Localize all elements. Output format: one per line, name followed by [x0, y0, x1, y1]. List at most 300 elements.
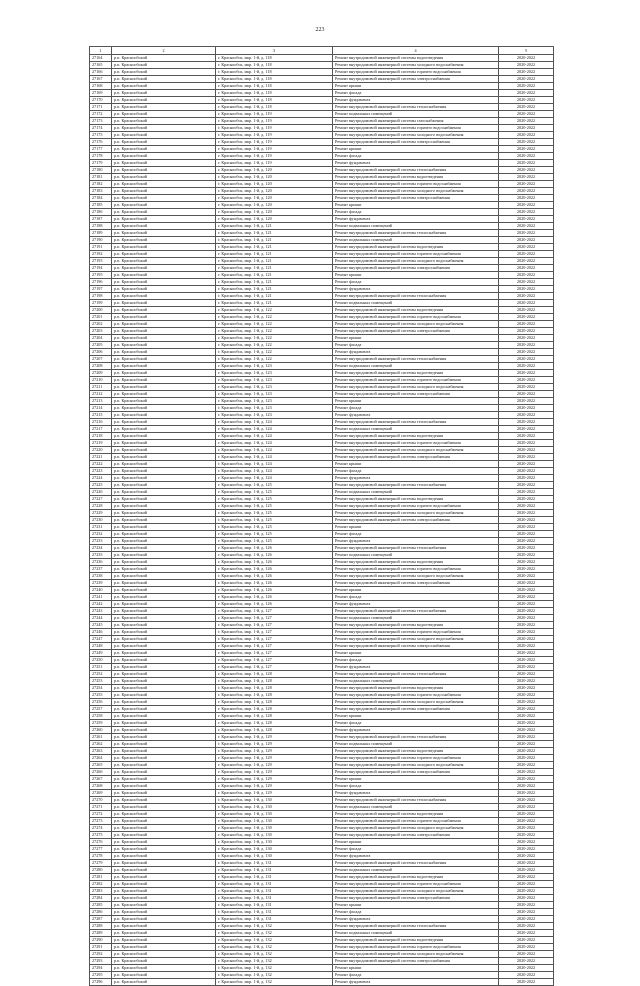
work-type-cell: Ремонт внутридомовой инженерной системы холодного водоснабжения	[333, 62, 499, 69]
municipality-cell: р.п. Краснообский	[112, 293, 216, 300]
municipality-cell: р.п. Краснообский	[112, 699, 216, 706]
municipality-cell: р.п. Краснообский	[112, 146, 216, 153]
municipality-cell: р.п. Краснообский	[112, 223, 216, 230]
period-cell: 2020-2022	[499, 909, 554, 916]
row-number-cell: 27208	[90, 363, 112, 370]
work-type-cell: Ремонт внутридомовой инженерной системы холодного водоснабжения	[333, 258, 499, 265]
work-type-cell: Ремонт внутридомовой инженерной системы теплоснабжения	[333, 608, 499, 615]
table-row	[90, 370, 554, 377]
municipality-cell: р.п. Краснообский	[112, 853, 216, 860]
period-cell: 2020-2022	[499, 440, 554, 447]
period-cell: 2020-2022	[499, 559, 554, 566]
address-cell: г. Краснообск, мкр. 1-й, д. 121	[216, 223, 333, 230]
table-row	[90, 699, 554, 706]
address-cell: г. Краснообск, мкр. 1-й, д. 124	[216, 419, 333, 426]
table-row	[90, 706, 554, 713]
municipality-cell: р.п. Краснообский	[112, 538, 216, 545]
period-cell: 2020-2022	[499, 447, 554, 454]
table-row	[90, 895, 554, 902]
municipality-cell: р.п. Краснообский	[112, 860, 216, 867]
work-type-cell: Ремонт крыши	[333, 839, 499, 846]
table-row	[90, 909, 554, 916]
address-cell: г. Краснообск, мкр. 1-й, д. 125	[216, 489, 333, 496]
table-row	[90, 125, 554, 132]
work-type-cell: Ремонт фундамента	[333, 160, 499, 167]
table-row	[90, 272, 554, 279]
address-cell: г. Краснообск, мкр. 1-й, д. 121	[216, 272, 333, 279]
municipality-cell: р.п. Краснообский	[112, 111, 216, 118]
period-cell: 2020-2022	[499, 895, 554, 902]
municipality-cell: р.п. Краснообский	[112, 265, 216, 272]
table-row	[90, 433, 554, 440]
table-row	[90, 608, 554, 615]
municipality-cell: р.п. Краснообский	[112, 825, 216, 832]
address-cell: г. Краснообск, мкр. 1-й, д. 121	[216, 286, 333, 293]
table-row	[90, 503, 554, 510]
table-row	[90, 230, 554, 237]
work-type-cell: Ремонт внутридомовой инженерной системы водоотведения	[333, 559, 499, 566]
address-cell: г. Краснообск, мкр. 1-й, д. 132	[216, 923, 333, 930]
work-type-cell: Ремонт фундамента	[333, 538, 499, 545]
row-number-cell: 27210	[90, 377, 112, 384]
municipality-cell: р.п. Краснообский	[112, 321, 216, 328]
period-cell: 2020-2022	[499, 118, 554, 125]
work-type-cell: Ремонт крыши	[333, 202, 499, 209]
table-row	[90, 300, 554, 307]
municipality-cell: р.п. Краснообский	[112, 769, 216, 776]
municipality-cell: р.п. Краснообский	[112, 90, 216, 97]
table-row	[90, 643, 554, 650]
work-type-cell: Ремонт подвальных помещений	[333, 111, 499, 118]
period-cell: 2020-2022	[499, 650, 554, 657]
table-row	[90, 762, 554, 769]
work-type-cell: Ремонт внутридомовой инженерной системы теплоснабжения	[333, 671, 499, 678]
row-number-cell: 27188	[90, 223, 112, 230]
period-cell: 2020-2022	[499, 356, 554, 363]
work-type-cell: Ремонт внутридомовой инженерной системы холодного водоснабжения	[333, 825, 499, 832]
municipality-cell: р.п. Краснообский	[112, 643, 216, 650]
municipality-cell: р.п. Краснообский	[112, 965, 216, 972]
row-number-cell: 27215	[90, 412, 112, 419]
row-number-cell: 27229	[90, 510, 112, 517]
address-cell: г. Краснообск, мкр. 1-й, д. 123	[216, 370, 333, 377]
address-cell: г. Краснообск, мкр. 1-й, д. 123	[216, 384, 333, 391]
address-cell: г. Краснообск, мкр. 1-й, д. 132	[216, 958, 333, 965]
period-cell: 2020-2022	[499, 153, 554, 160]
table-row	[90, 860, 554, 867]
period-cell: 2020-2022	[499, 762, 554, 769]
work-type-cell: Ремонт крыши	[333, 902, 499, 909]
row-number-cell: 27292	[90, 951, 112, 958]
period-cell: 2020-2022	[499, 398, 554, 405]
table-row	[90, 734, 554, 741]
municipality-cell: р.п. Краснообский	[112, 69, 216, 76]
municipality-cell: р.п. Краснообский	[112, 335, 216, 342]
address-cell: г. Краснообск, мкр. 1-й, д. 120	[216, 195, 333, 202]
municipality-cell: р.п. Краснообский	[112, 489, 216, 496]
municipality-cell: р.п. Краснообский	[112, 951, 216, 958]
address-cell: г. Краснообск, мкр. 1-й, д. 120	[216, 209, 333, 216]
row-number-cell: 27217	[90, 426, 112, 433]
row-number-cell: 27238	[90, 573, 112, 580]
work-type-cell: Ремонт внутридомовой инженерной системы холодного водоснабжения	[333, 188, 499, 195]
period-cell: 2020-2022	[499, 174, 554, 181]
row-number-cell: 27242	[90, 601, 112, 608]
work-type-cell: Ремонт подвальных помещений	[333, 615, 499, 622]
table-row	[90, 832, 554, 839]
table-row	[90, 776, 554, 783]
work-type-cell: Ремонт внутридомовой инженерной системы горячего водоснабжения	[333, 251, 499, 258]
row-number-cell: 27199	[90, 300, 112, 307]
table-row	[90, 160, 554, 167]
period-cell: 2020-2022	[499, 335, 554, 342]
page-number: 223	[315, 27, 325, 33]
municipality-cell: р.п. Краснообский	[112, 671, 216, 678]
municipality-cell: р.п. Краснообский	[112, 790, 216, 797]
municipality-cell: р.п. Краснообский	[112, 937, 216, 944]
table-row	[90, 97, 554, 104]
address-cell: г. Краснообск, мкр. 1-й, д. 131	[216, 867, 333, 874]
period-cell: 2020-2022	[499, 720, 554, 727]
row-number-cell: 27247	[90, 636, 112, 643]
address-cell: г. Краснообск, мкр. 1-й, д. 131	[216, 874, 333, 881]
period-cell: 2020-2022	[499, 293, 554, 300]
municipality-cell: р.п. Краснообский	[112, 447, 216, 454]
address-cell: г. Краснообск, мкр. 1-й, д. 131	[216, 881, 333, 888]
municipality-cell: р.п. Краснообский	[112, 181, 216, 188]
table-row	[90, 552, 554, 559]
address-cell: г. Краснообск, мкр. 1-й, д. 121	[216, 258, 333, 265]
period-cell: 2020-2022	[499, 692, 554, 699]
table-row	[90, 916, 554, 923]
municipality-cell: р.п. Краснообский	[112, 188, 216, 195]
address-cell: г. Краснообск, мкр. 1-й, д. 128	[216, 727, 333, 734]
table-row	[90, 216, 554, 223]
work-type-cell: Ремонт внутридомовой инженерной системы холодного водоснабжения	[333, 636, 499, 643]
work-type-cell: Ремонт внутридомовой инженерной системы горячего водоснабжения	[333, 314, 499, 321]
table-row	[90, 524, 554, 531]
table-row	[90, 391, 554, 398]
period-cell: 2020-2022	[499, 349, 554, 356]
period-cell: 2020-2022	[499, 307, 554, 314]
table-row	[90, 664, 554, 671]
period-cell: 2020-2022	[499, 790, 554, 797]
period-cell: 2020-2022	[499, 370, 554, 377]
row-number-cell: 27269	[90, 790, 112, 797]
municipality-cell: р.п. Краснообский	[112, 979, 216, 986]
work-type-cell: Ремонт внутридомовой инженерной системы горячего водоснабжения	[333, 181, 499, 188]
period-cell: 2020-2022	[499, 328, 554, 335]
table-row	[90, 538, 554, 545]
address-cell: г. Краснообск, мкр. 1-й, д. 131	[216, 888, 333, 895]
period-cell: 2020-2022	[499, 391, 554, 398]
address-cell: г. Краснообск, мкр. 1-й, д. 122	[216, 307, 333, 314]
row-number-cell: 27231	[90, 524, 112, 531]
period-cell: 2020-2022	[499, 888, 554, 895]
address-cell: г. Краснообск, мкр. 1-й, д. 132	[216, 937, 333, 944]
row-number-cell: 27194	[90, 265, 112, 272]
address-cell: г. Краснообск, мкр. 1-й, д. 130	[216, 825, 333, 832]
row-number-cell: 27256	[90, 699, 112, 706]
period-cell: 2020-2022	[499, 125, 554, 132]
period-cell: 2020-2022	[499, 258, 554, 265]
period-cell: 2020-2022	[499, 580, 554, 587]
municipality-cell: р.п. Краснообский	[112, 741, 216, 748]
period-cell: 2020-2022	[499, 146, 554, 153]
period-cell: 2020-2022	[499, 104, 554, 111]
municipality-cell: р.п. Краснообский	[112, 237, 216, 244]
municipality-cell: р.п. Краснообский	[112, 405, 216, 412]
municipality-cell: р.п. Краснообский	[112, 587, 216, 594]
work-type-cell: Ремонт подвальных помещений	[333, 237, 499, 244]
work-type-cell: Ремонт внутридомовой инженерной системы теплоснабжения	[333, 104, 499, 111]
address-cell: г. Краснообск, мкр. 1-й, д. 122	[216, 328, 333, 335]
work-type-cell: Ремонт крыши	[333, 587, 499, 594]
work-type-cell: Ремонт внутридомовой инженерной системы теплоснабжения	[333, 482, 499, 489]
table-row	[90, 797, 554, 804]
table-row	[90, 636, 554, 643]
period-cell: 2020-2022	[499, 223, 554, 230]
row-number-cell: 27186	[90, 209, 112, 216]
municipality-cell: р.п. Краснообский	[112, 468, 216, 475]
address-cell: г. Краснообск, мкр. 1-й, д. 122	[216, 314, 333, 321]
work-type-cell: Ремонт крыши	[333, 335, 499, 342]
row-number-cell: 27260	[90, 727, 112, 734]
municipality-cell: р.п. Краснообский	[112, 895, 216, 902]
work-type-cell: Ремонт внутридомовой инженерной системы холодного водоснабжения	[333, 888, 499, 895]
work-type-cell: Ремонт внутридомовой инженерной системы электроснабжения	[333, 139, 499, 146]
work-type-cell: Ремонт фундамента	[333, 475, 499, 482]
table-row	[90, 111, 554, 118]
row-number-cell: 27257	[90, 706, 112, 713]
work-type-cell: Ремонт внутридомовой инженерной системы водоотведения	[333, 55, 499, 62]
work-type-cell: Ремонт фасада	[333, 153, 499, 160]
period-cell: 2020-2022	[499, 825, 554, 832]
municipality-cell: р.п. Краснообский	[112, 720, 216, 727]
table-row	[90, 678, 554, 685]
table-row	[90, 587, 554, 594]
row-number-cell: 27228	[90, 503, 112, 510]
address-cell: г. Краснообск, мкр. 1-й, д. 123	[216, 377, 333, 384]
table-row	[90, 118, 554, 125]
work-type-cell: Ремонт внутридомовой инженерной системы холодного водоснабжения	[333, 951, 499, 958]
municipality-cell: р.п. Краснообский	[112, 398, 216, 405]
address-cell: г. Краснообск, мкр. 1-й, д. 132	[216, 965, 333, 972]
row-number-cell: 27212	[90, 391, 112, 398]
table-row	[90, 167, 554, 174]
work-type-cell: Ремонт фундамента	[333, 916, 499, 923]
table-row	[90, 279, 554, 286]
period-cell: 2020-2022	[499, 867, 554, 874]
work-type-cell: Ремонт внутридомовой инженерной системы газоснабжения	[333, 118, 499, 125]
table-row	[90, 853, 554, 860]
address-cell: г. Краснообск, мкр. 1-й, д. 132	[216, 951, 333, 958]
row-number-cell: 27283	[90, 888, 112, 895]
municipality-cell: р.п. Краснообский	[112, 104, 216, 111]
address-cell: г. Краснообск, мкр. 1-й, д. 119	[216, 111, 333, 118]
row-number-cell: 27244	[90, 615, 112, 622]
row-number-cell: 27241	[90, 594, 112, 601]
municipality-cell: р.п. Краснообский	[112, 153, 216, 160]
municipality-cell: р.п. Краснообский	[112, 132, 216, 139]
period-cell: 2020-2022	[499, 573, 554, 580]
period-cell: 2020-2022	[499, 594, 554, 601]
address-cell: г. Краснообск, мкр. 1-й, д. 118	[216, 90, 333, 97]
municipality-cell: р.п. Краснообский	[112, 426, 216, 433]
address-cell: г. Краснообск, мкр. 1-й, д. 128	[216, 713, 333, 720]
address-cell: г. Краснообск, мкр. 1-й, д. 122	[216, 321, 333, 328]
period-cell: 2020-2022	[499, 671, 554, 678]
work-type-cell: Ремонт внутридомовой инженерной системы водоотведения	[333, 244, 499, 251]
row-number-cell: 27172	[90, 111, 112, 118]
period-cell: 2020-2022	[499, 615, 554, 622]
period-cell: 2020-2022	[499, 937, 554, 944]
row-number-cell: 27204	[90, 335, 112, 342]
period-cell: 2020-2022	[499, 965, 554, 972]
row-number-cell: 27200	[90, 307, 112, 314]
period-cell: 2020-2022	[499, 230, 554, 237]
work-type-cell: Ремонт внутридомовой инженерной системы холодного водоснабжения	[333, 384, 499, 391]
row-number-cell: 27240	[90, 587, 112, 594]
period-cell: 2020-2022	[499, 685, 554, 692]
work-type-cell: Ремонт крыши	[333, 776, 499, 783]
row-number-cell: 27169	[90, 90, 112, 97]
work-type-cell: Ремонт фундамента	[333, 664, 499, 671]
period-cell: 2020-2022	[499, 181, 554, 188]
address-cell: г. Краснообск, мкр. 1-й, д. 131	[216, 860, 333, 867]
table-row	[90, 335, 554, 342]
work-type-cell: Ремонт внутридомовой инженерной системы горячего водоснабжения	[333, 944, 499, 951]
municipality-cell: р.п. Краснообский	[112, 440, 216, 447]
row-number-cell: 27288	[90, 923, 112, 930]
table-row	[90, 720, 554, 727]
address-cell: г. Краснообск, мкр. 1-й, д. 121	[216, 244, 333, 251]
work-type-cell: Ремонт внутридомовой инженерной системы теплоснабжения	[333, 419, 499, 426]
table-row	[90, 741, 554, 748]
table-row	[90, 937, 554, 944]
table-row	[90, 363, 554, 370]
municipality-cell: р.п. Краснообский	[112, 552, 216, 559]
municipality-cell: р.п. Краснообский	[112, 811, 216, 818]
address-cell: г. Краснообск, мкр. 1-й, д. 121	[216, 300, 333, 307]
table-row	[90, 783, 554, 790]
table-row	[90, 839, 554, 846]
address-cell: г. Краснообск, мкр. 1-й, д. 125	[216, 538, 333, 545]
work-type-cell: Ремонт фасада	[333, 594, 499, 601]
row-number-cell: 27262	[90, 741, 112, 748]
municipality-cell: р.п. Краснообский	[112, 580, 216, 587]
table-row	[90, 979, 554, 986]
address-cell: г. Краснообск, мкр. 1-й, д. 119	[216, 118, 333, 125]
municipality-cell: р.п. Краснообский	[112, 573, 216, 580]
address-cell: г. Краснообск, мкр. 1-й, д. 127	[216, 629, 333, 636]
municipality-cell: р.п. Краснообский	[112, 755, 216, 762]
table-row	[90, 727, 554, 734]
row-number-cell: 27184	[90, 195, 112, 202]
municipality-cell: р.п. Краснообский	[112, 594, 216, 601]
address-cell: г. Краснообск, мкр. 1-й, д. 124	[216, 454, 333, 461]
row-number-cell: 27177	[90, 146, 112, 153]
period-cell: 2020-2022	[499, 265, 554, 272]
address-cell: г. Краснообск, мкр. 1-й, д. 124	[216, 440, 333, 447]
work-type-cell: Ремонт внутридомовой инженерной системы горячего водоснабжения	[333, 566, 499, 573]
period-cell: 2020-2022	[499, 405, 554, 412]
period-cell: 2020-2022	[499, 69, 554, 76]
table-row	[90, 601, 554, 608]
row-number-cell: 27166	[90, 69, 112, 76]
address-cell: г. Краснообск, мкр. 1-й, д. 128	[216, 678, 333, 685]
period-cell: 2020-2022	[499, 342, 554, 349]
work-type-cell: Ремонт внутридомовой инженерной системы теплоснабжения	[333, 167, 499, 174]
row-number-cell: 27173	[90, 118, 112, 125]
work-type-cell: Ремонт фасада	[333, 846, 499, 853]
period-cell: 2020-2022	[499, 454, 554, 461]
table-row	[90, 307, 554, 314]
address-cell: г. Краснообск, мкр. 1-й, д. 125	[216, 531, 333, 538]
table-row	[90, 377, 554, 384]
address-cell: г. Краснообск, мкр. 1-й, д. 119	[216, 132, 333, 139]
table-row	[90, 930, 554, 937]
table-row	[90, 468, 554, 475]
work-type-cell: Ремонт внутридомовой инженерной системы электроснабжения	[333, 454, 499, 461]
period-cell: 2020-2022	[499, 426, 554, 433]
period-cell: 2020-2022	[499, 244, 554, 251]
address-cell: г. Краснообск, мкр. 1-й, д. 129	[216, 790, 333, 797]
period-cell: 2020-2022	[499, 797, 554, 804]
address-cell: г. Краснообск, мкр. 1-й, д. 119	[216, 153, 333, 160]
work-type-cell: Ремонт внутридомовой инженерной системы электроснабжения	[333, 580, 499, 587]
address-cell: г. Краснообск, мкр. 1-й, д. 123	[216, 405, 333, 412]
work-type-cell: Ремонт фасада	[333, 279, 499, 286]
municipality-cell: р.п. Краснообский	[112, 685, 216, 692]
table-row	[90, 713, 554, 720]
table-row	[90, 349, 554, 356]
row-number-cell: 27254	[90, 685, 112, 692]
work-type-cell: Ремонт внутридомовой инженерной системы электроснабжения	[333, 328, 499, 335]
work-type-cell: Ремонт фасада	[333, 720, 499, 727]
table-row	[90, 342, 554, 349]
column-header: 3	[216, 47, 333, 55]
row-number-cell: 27167	[90, 76, 112, 83]
table-row	[90, 769, 554, 776]
table-row	[90, 650, 554, 657]
row-number-cell: 27201	[90, 314, 112, 321]
period-cell: 2020-2022	[499, 839, 554, 846]
work-type-cell: Ремонт подвальных помещений	[333, 363, 499, 370]
address-cell: г. Краснообск, мкр. 1-й, д. 130	[216, 818, 333, 825]
table-row	[90, 412, 554, 419]
work-type-cell: Ремонт внутридомовой инженерной системы горячего водоснабжения	[333, 755, 499, 762]
row-number-cell: 27243	[90, 608, 112, 615]
row-number-cell: 27263	[90, 748, 112, 755]
municipality-cell: р.п. Краснообский	[112, 195, 216, 202]
period-cell: 2020-2022	[499, 188, 554, 195]
work-type-cell: Ремонт подвальных помещений	[333, 223, 499, 230]
row-number-cell: 27293	[90, 958, 112, 965]
period-cell: 2020-2022	[499, 832, 554, 839]
address-cell: г. Краснообск, мкр. 1-й, д. 129	[216, 769, 333, 776]
work-type-cell: Ремонт фасада	[333, 90, 499, 97]
table-row	[90, 104, 554, 111]
municipality-cell: р.п. Краснообский	[112, 881, 216, 888]
period-cell: 2020-2022	[499, 482, 554, 489]
table-row	[90, 874, 554, 881]
address-cell: г. Краснообск, мкр. 1-й, д. 126	[216, 566, 333, 573]
municipality-cell: р.п. Краснообский	[112, 125, 216, 132]
period-cell: 2020-2022	[499, 734, 554, 741]
address-cell: г. Краснообск, мкр. 1-й, д. 120	[216, 167, 333, 174]
table-row	[90, 692, 554, 699]
